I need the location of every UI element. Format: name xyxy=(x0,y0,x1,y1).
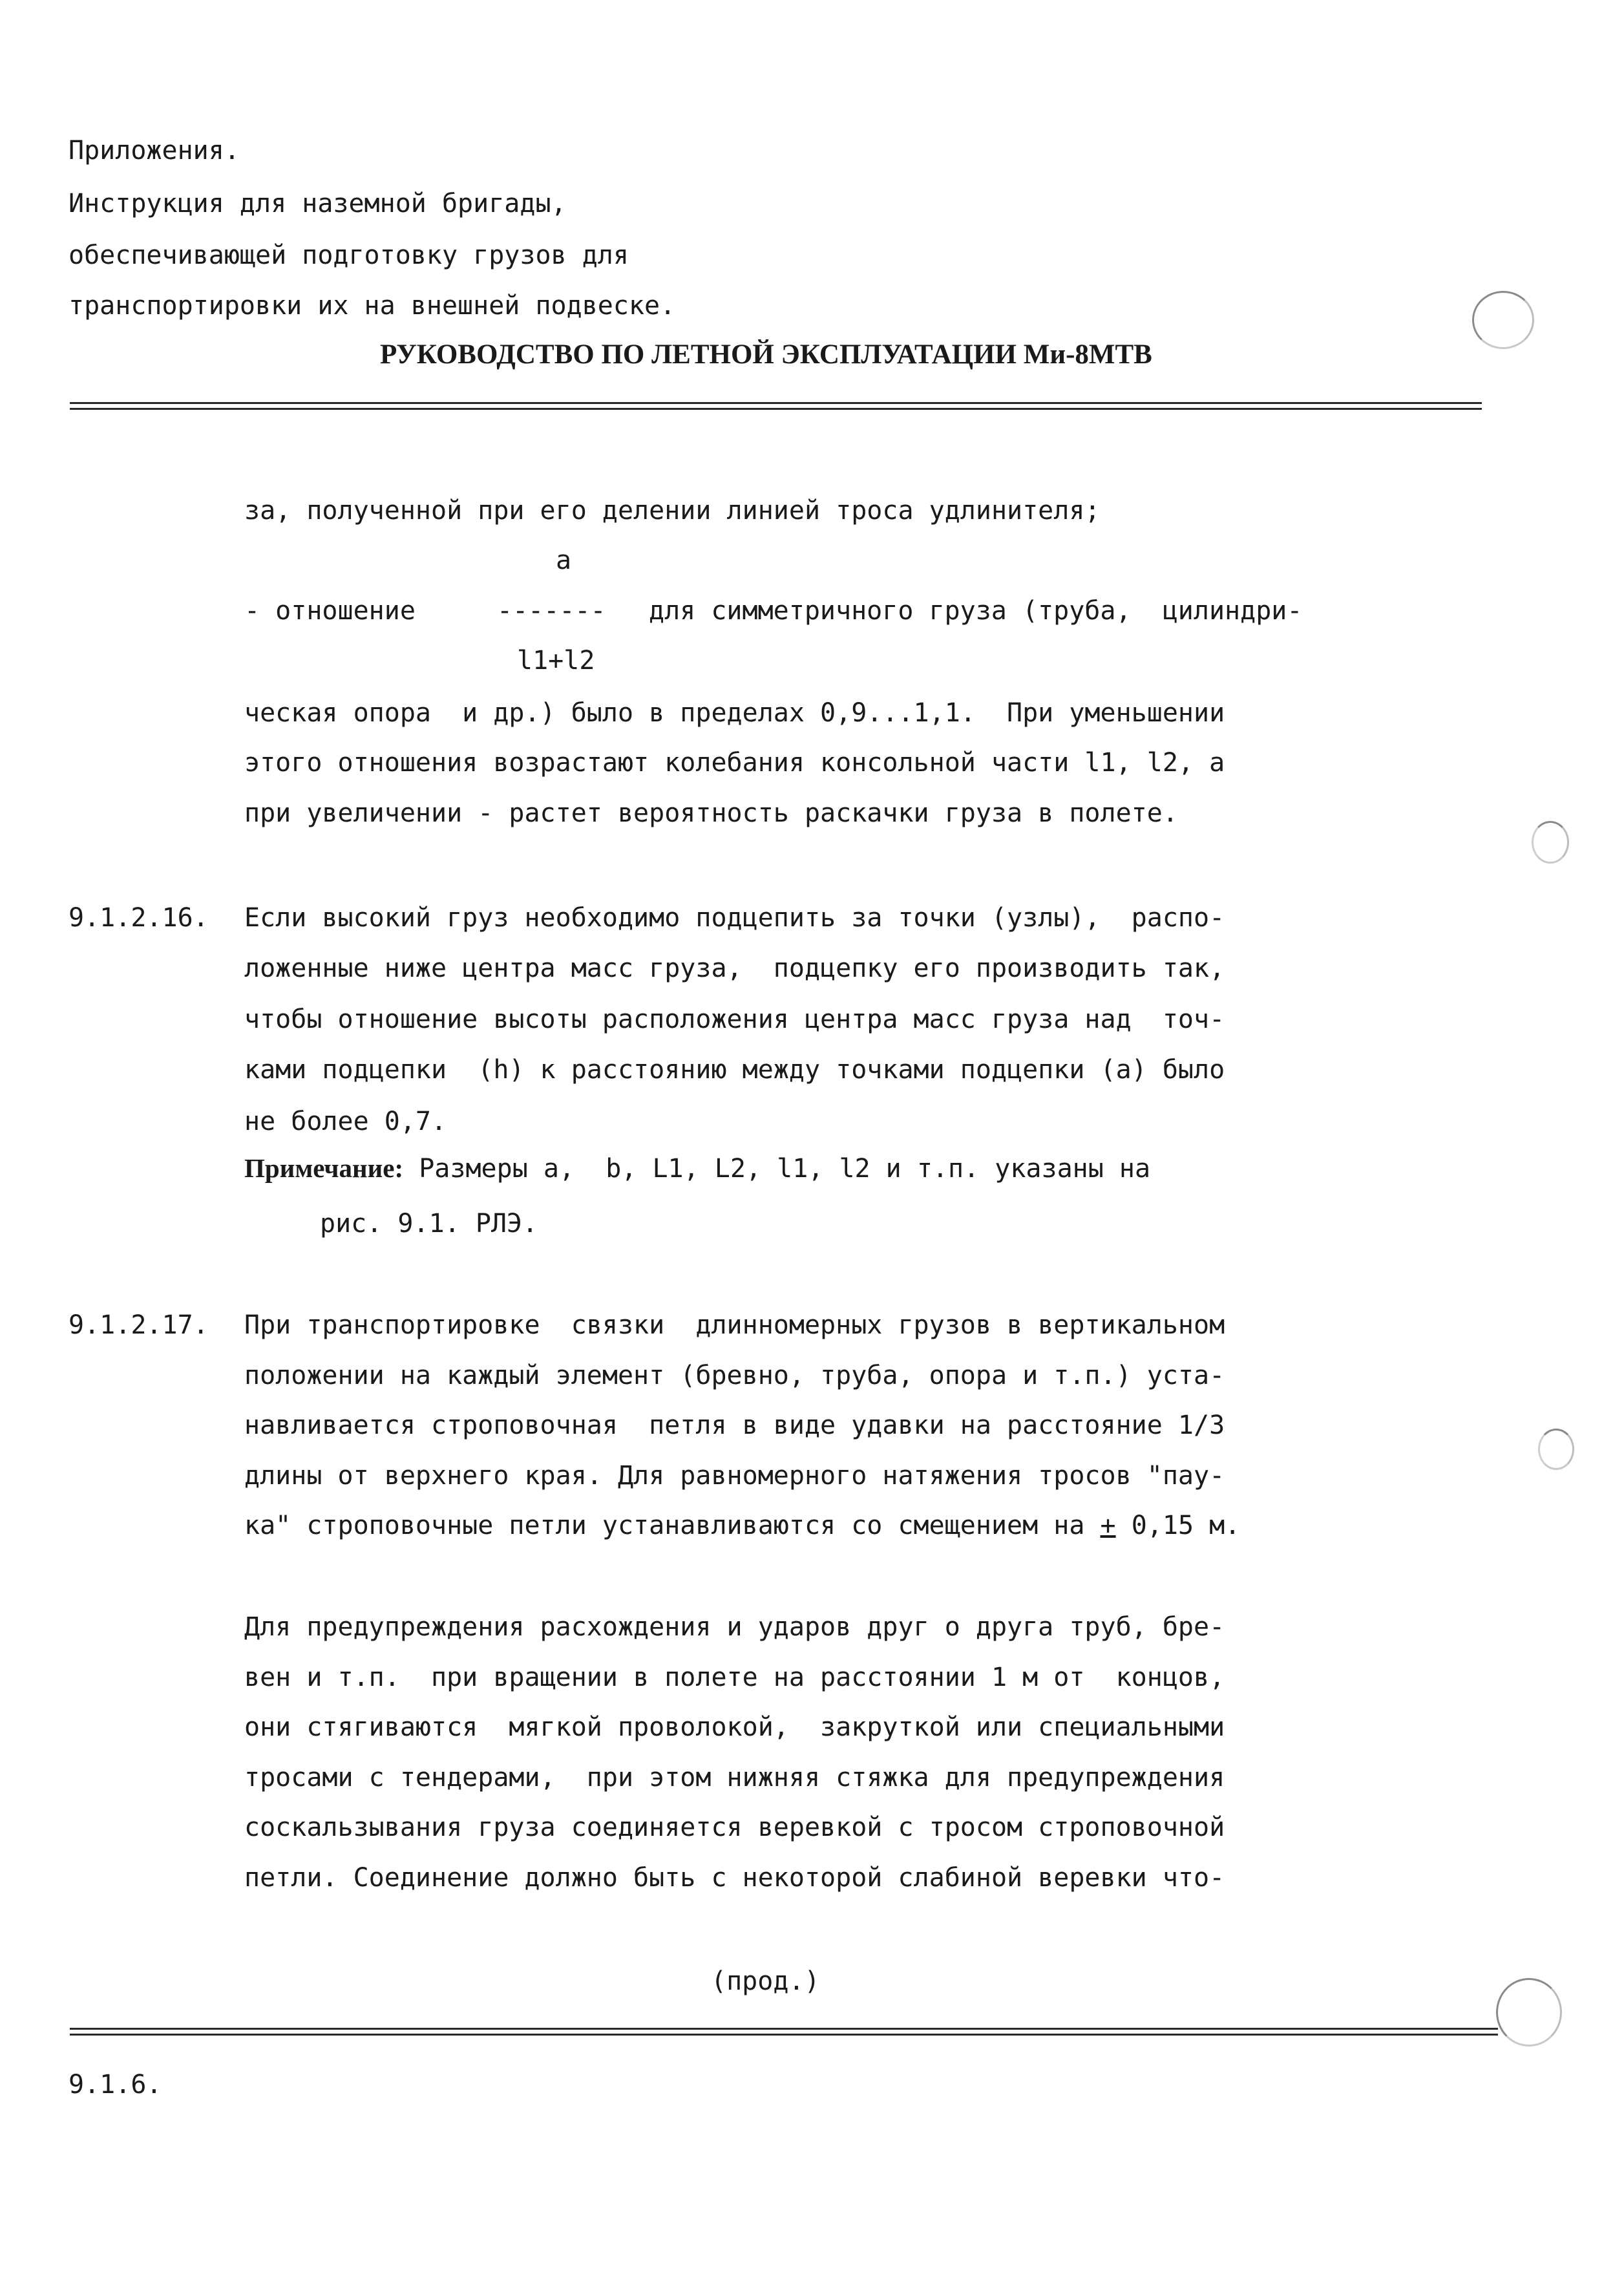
note-line-2: рис. 9.1. РЛЭ. xyxy=(320,1209,538,1239)
plus-minus-sign: + xyxy=(1100,1511,1116,1540)
section-17-line-5 xyxy=(244,1513,1240,1538)
fraction-bar: ------- xyxy=(497,596,606,626)
section-17-line-1: При транспортировке связки длинномерных грузов в вертикальном xyxy=(244,1310,1225,1340)
section-16-line-1: Если высокий груз необходимо подцепить за точки (узлы), распо- xyxy=(244,903,1225,933)
note-line-1 xyxy=(244,1155,1150,1182)
note-label: Примечание: xyxy=(244,1153,404,1183)
section-16-number: 9.1.2.16. xyxy=(69,903,209,933)
paragraph-line-4: тросами с тендерами, при этом нижняя стяжка для предупреждения xyxy=(244,1763,1225,1792)
punch-hole-3 xyxy=(1538,1429,1574,1470)
punch-hole-2 xyxy=(1532,821,1569,864)
section-17-line-3: навливается строповочная петля в виде удавки на расстояние 1/3 xyxy=(244,1410,1225,1440)
section-17-line-5-before: ка" строповочные петли устанавливаются со смещением на xyxy=(244,1511,1101,1540)
section-17-line-4: длины от верхнего края. Для равномерного натяжения тросов "пау- xyxy=(244,1461,1225,1491)
intro-line-5: при увеличении - растет вероятность раскачки груза в полете. xyxy=(244,798,1178,828)
ratio-prefix: - отношение xyxy=(244,596,416,626)
header-line-1: Приложения. xyxy=(69,136,240,165)
paragraph-line-1: Для предупреждения расхождения и ударов друг о друга труб, бре- xyxy=(244,1612,1225,1642)
note-text: Размеры а, b, L1, L2, l1, l2 и т.п. указаны на xyxy=(403,1154,1151,1184)
paragraph-line-5: соскальзывания груза соединяется веревкой с тросом строповочной xyxy=(244,1813,1225,1842)
footer-rule-bottom xyxy=(70,2034,1498,2036)
header-line-4: транспортировки их на внешней подвеске. xyxy=(69,291,676,321)
header-line-2: Инструкция для наземной бригады, xyxy=(69,189,567,218)
footer-rule-top xyxy=(70,2028,1498,2030)
header-line-3: обеспечивающей подготовку грузов для xyxy=(69,240,629,270)
punch-hole-4 xyxy=(1496,1978,1562,2047)
header-rule-bottom xyxy=(70,408,1482,410)
intro-line-3: ческая опора и др.) было в пределах 0,9...1,1. При уменьшении xyxy=(244,698,1225,728)
section-16-line-5: не более 0,7. xyxy=(244,1107,447,1136)
section-17-line-2: положении на каждый элемент (бревно, труба, опора и т.п.) уста- xyxy=(244,1361,1225,1390)
paragraph-line-2: вен и т.п. при вращении в полете на расстоянии 1 м от концов, xyxy=(244,1663,1225,1692)
page-number: 9.1.6. xyxy=(69,2070,162,2100)
intro-line-4: этого отношения возрастают колебания консольной части l1, l2, а xyxy=(244,748,1225,778)
section-16-line-4: ками подцепки (h) к расстоянию между точками подцепки (а) было xyxy=(244,1055,1225,1085)
section-17-number: 9.1.2.17. xyxy=(69,1310,209,1340)
fraction-numerator: a xyxy=(556,546,572,575)
paragraph-line-6: петли. Соединение должно быть с некоторой слабиной веревки что- xyxy=(244,1863,1225,1893)
section-17-line-5-after: 0,15 м. xyxy=(1115,1511,1241,1540)
section-16-line-2: ложенные ниже центра масс груза, подцепку его производить так, xyxy=(244,953,1225,983)
intro-line-1: за, полученной при его делении линией троса удлинителя; xyxy=(244,496,1101,526)
fraction-denominator: l1+l2 xyxy=(517,646,595,675)
ratio-suffix: для симметричного груза (труба, цилиндри- xyxy=(649,596,1303,626)
manual-title: РУКОВОДСТВО ПО ЛЕТНОЙ ЭКСПЛУАТАЦИИ Ми-8МТВ xyxy=(380,339,1152,370)
paragraph-line-3: они стягиваются мягкой проволокой, закруткой или специальными xyxy=(244,1712,1225,1742)
header-rule-top xyxy=(70,402,1482,404)
section-16-line-3: чтобы отношение высоты расположения центра масс груза над точ- xyxy=(244,1005,1225,1034)
continued-label: (прод.) xyxy=(711,1966,820,1996)
punch-hole-1 xyxy=(1472,291,1534,349)
